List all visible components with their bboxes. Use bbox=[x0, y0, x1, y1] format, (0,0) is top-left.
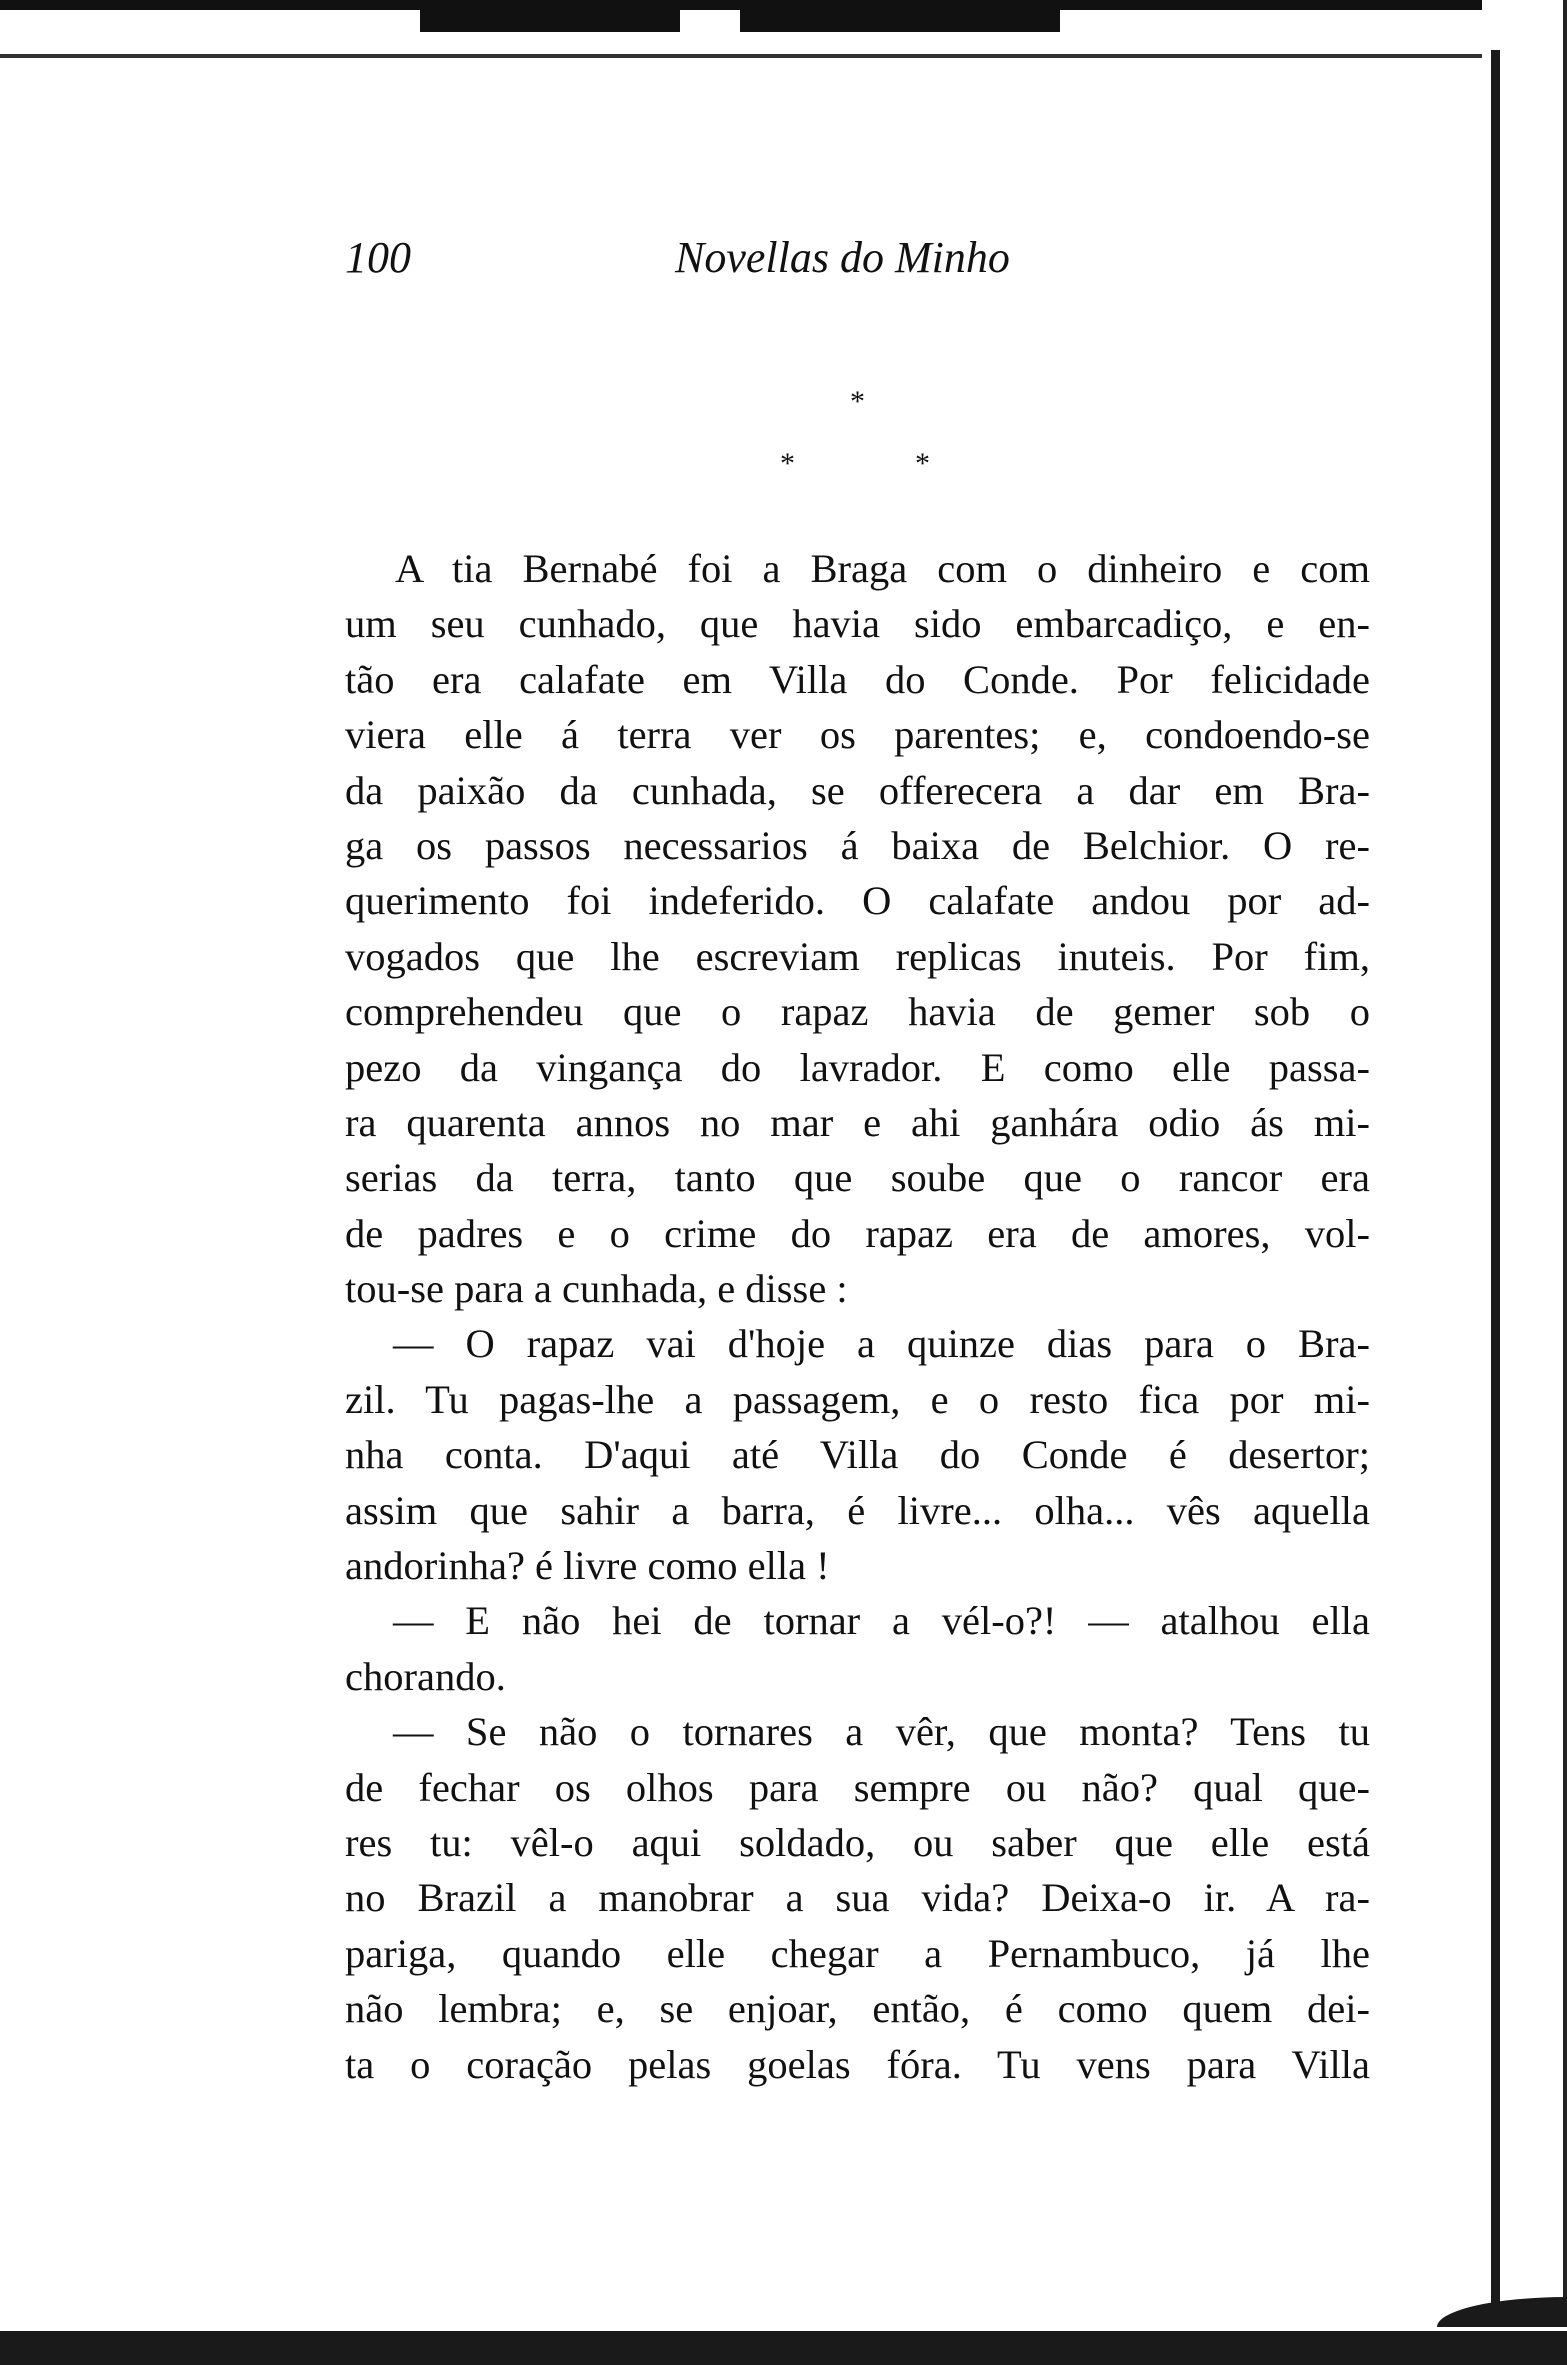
text-line: querimento foi indeferido. O calafate andou por ad- bbox=[345, 878, 1370, 924]
page-right-shadow bbox=[1563, 0, 1567, 2365]
text-line: A tia Bernabé foi a Braga com o dinheiro e com bbox=[395, 546, 1370, 591]
top-edge-mark bbox=[740, 10, 1060, 32]
text-line: assim que sahir a barra, é livre... olha... vês aquella bbox=[345, 1487, 1370, 1533]
text-line: res tu: vêl-o aqui soldado, ou saber que elle está bbox=[345, 1819, 1370, 1865]
running-title: Novellas do Minho bbox=[675, 233, 1010, 282]
page-corner-curl bbox=[1437, 2297, 1567, 2327]
text-line: vogados que lhe escreviam replicas inuteis. Por fim, bbox=[345, 933, 1370, 979]
text-line: nha conta. D'aqui até Villa do Conde é desertor; bbox=[345, 1432, 1370, 1478]
text-line: pariga, quando elle chegar a Pernambuco, já lhe bbox=[345, 1930, 1370, 1976]
text-line: zil. Tu pagas-lhe a passagem, e o resto fica por mi- bbox=[345, 1376, 1370, 1422]
text-line: de fechar os olhos para sempre ou não? qual que- bbox=[345, 1764, 1370, 1810]
section-break-asterism bbox=[780, 385, 940, 485]
text-line: serias da terra, tanto que soube que o rancor era bbox=[345, 1155, 1370, 1201]
text-line: tou-se para a cunhada, e disse : bbox=[345, 1266, 848, 1312]
text-line: tão era calafate em Villa do Conde. Por felicidade bbox=[345, 656, 1370, 702]
text-line: ra quarenta annos no mar e ahi ganhára odio ás mi- bbox=[345, 1099, 1370, 1145]
text-line: — E não hei de tornar a vél-o?! — atalhou ella bbox=[393, 1598, 1370, 1644]
text-line: um seu cunhado, que havia sido embarcadiço, e en- bbox=[345, 601, 1370, 647]
text-line: ta o coração pelas goelas fóra. Tu vens para Villa bbox=[345, 2041, 1370, 2087]
text-line: no Brazil a manobrar a sua vida? Deixa-o ir. A ra- bbox=[345, 1875, 1370, 1921]
asterism-star: * bbox=[850, 385, 865, 418]
top-edge-mark bbox=[420, 10, 680, 32]
text-line: andorinha? é livre como ella ! bbox=[345, 1543, 830, 1589]
text-line: de padres e o crime do rapaz era de amores, vol- bbox=[345, 1210, 1370, 1256]
text-line: chorando. bbox=[345, 1653, 506, 1699]
asterism-star: * bbox=[780, 447, 795, 480]
page-bottom-edge bbox=[0, 2321, 1567, 2365]
text-line: pezo da vingança do lavrador. E como elle passa- bbox=[345, 1044, 1370, 1090]
text-line: comprehendeu que o rapaz havia de gemer sob o bbox=[345, 989, 1370, 1035]
page-header bbox=[345, 228, 1370, 288]
asterism-star: * bbox=[915, 447, 930, 480]
text-line: — Se não o tornares a vêr, que monta? Tens tu bbox=[393, 1709, 1370, 1755]
text-line: — O rapaz vai d'hoje a quinze dias para o Bra- bbox=[393, 1321, 1370, 1367]
text-line: da paixão da cunhada, se offerecera a dar em Bra- bbox=[345, 767, 1370, 813]
body-text bbox=[345, 541, 1370, 2092]
page-number: 100 bbox=[345, 233, 411, 282]
text-line: não lembra; e, se enjoar, então, é como quem dei- bbox=[345, 1986, 1370, 2032]
page-right-edge-line bbox=[1491, 50, 1500, 2320]
text-line: ga os passos necessarios á baixa de Belchior. O re- bbox=[345, 822, 1370, 868]
text-line: viera elle á terra ver os parentes; e, condoendo-se bbox=[345, 712, 1370, 758]
